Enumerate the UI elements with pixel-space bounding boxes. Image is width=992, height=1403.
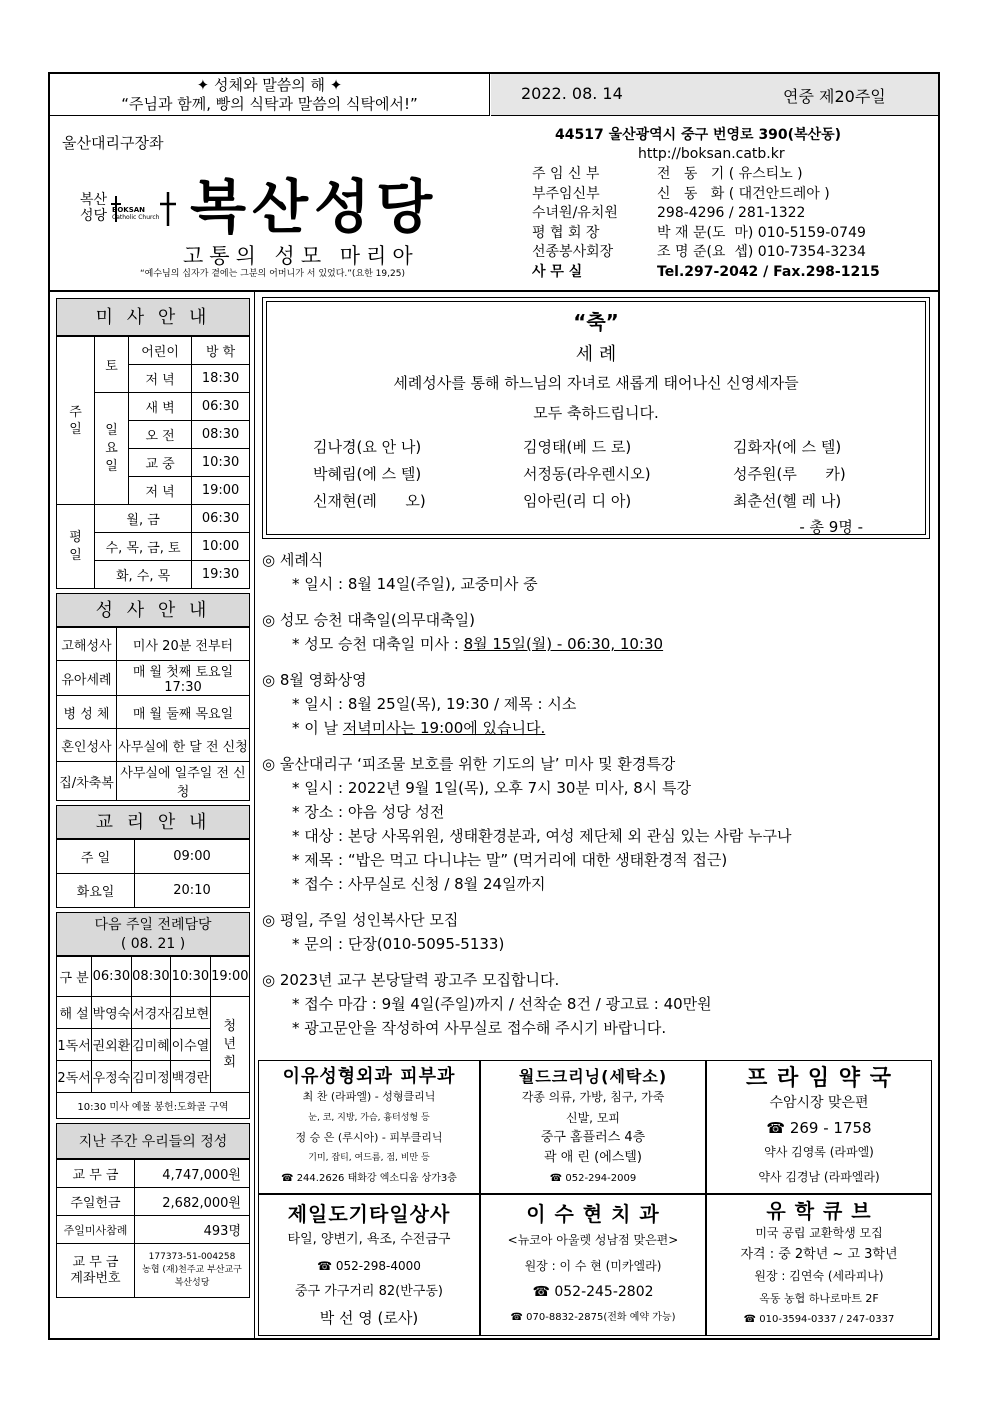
mass-cell: 18:30 (192, 365, 250, 393)
ad-title: 제일도기타일상사 (287, 1202, 451, 1226)
offering-cell: 493명 (135, 1216, 250, 1244)
baptism-name: 신재현(레 오) (313, 492, 426, 510)
logo-en-2: Catholic Church (112, 214, 160, 221)
liturgy-cell: 우정숙 (92, 1061, 132, 1093)
liturgy-title (56, 912, 250, 956)
ad-box (706, 1194, 932, 1336)
sacrament-cell: 집/차축복 (57, 762, 117, 801)
catechism-table (56, 839, 250, 908)
mass-cell: 06:30 (192, 505, 250, 533)
liturgy-head: 06:30 (92, 957, 132, 997)
baptism-name: 성주원(루 카) (733, 465, 846, 483)
notice-item (262, 668, 932, 740)
sacrament-cell: 유아세례 (57, 661, 117, 696)
liturgy-note: 10:30 미사 예물 봉헌:도화골 구역 (57, 1093, 250, 1119)
notice-item (262, 908, 932, 956)
liturgy-cell: 김미정 (131, 1061, 171, 1093)
issue-date: 2022. 08. 14 (521, 84, 623, 103)
mass-table (56, 336, 250, 589)
column-divider (254, 292, 255, 1338)
contact-value: 박 재 문(도 마) 010-5159-0749 (657, 224, 866, 241)
ad-line: <뉴코아 아울렛 성남점 맞은편> (507, 1233, 679, 1247)
liturgy-cell: 해 설 (57, 997, 92, 1029)
offering-cell: 주일헌금 (57, 1188, 135, 1216)
contact-value: 전 동 기 ( 유스티노 ) (657, 166, 803, 182)
ad-box (258, 1060, 480, 1194)
ad-line: 눈, 코, 지방, 가슴, 흉터성형 등 (308, 1112, 430, 1123)
parish-logo (80, 192, 180, 232)
ad-line: 타일, 양변기, 욕조, 수전금구 (287, 1232, 451, 1247)
liturgy-cell: 권외환 (92, 1029, 132, 1061)
notice-heading: ◎ 8월 영화상영 (262, 671, 367, 689)
liturgy-cell: 2독서 (57, 1061, 92, 1093)
contact-row (532, 185, 902, 205)
contact-row (532, 165, 902, 185)
offering-cell: 주일미사참례 (57, 1216, 135, 1244)
mass-cell: 새 벽 (129, 393, 192, 421)
sacrament-cell: 매 월 첫째 토요일 17:30 (117, 661, 250, 696)
ad-line: ☎ 269 - 1758 (766, 1118, 872, 1137)
website-link[interactable]: http://boksan.catb.kr (638, 146, 785, 162)
ad-line: ☎ 010-3594-0337 / 247-0337 (743, 1314, 895, 1326)
notice-detail: * 일시 : 8월 14일(주일), 교중미사 중 (292, 575, 538, 593)
ad-line: 최 찬 (라파엘) - 성형클리닉 (302, 1090, 436, 1104)
ad-line: 약사 김경남 (라파엘라) (758, 1169, 880, 1184)
date-header (491, 74, 938, 116)
baptism-line1: 세례성사를 통해 하느님의 자녀로 새롭게 태어나신 신영세자들 (393, 374, 799, 392)
notice-detail: * 광고문안을 작성하여 사무실로 접수해 주시기 바랍니다. (292, 1019, 667, 1037)
ad-line: 미국 공립 교환학생 모집 (755, 1225, 883, 1240)
contact-role: 주 임 신 부 (532, 166, 600, 182)
mass-cell: 교 중 (129, 449, 192, 477)
liturgy-cell: 백경란 (171, 1061, 211, 1093)
contact-role: 수녀원/유치원 (532, 205, 618, 221)
notices (262, 548, 932, 1052)
address: 44517 울산광역시 중구 번영로 390(복산동) (555, 127, 842, 143)
baptism-name: 최춘선(헬 레 나) (733, 492, 842, 510)
baptism-line2: 모두 축하드립니다. (533, 404, 659, 422)
catechism-title: 교 리 안 내 (56, 805, 250, 839)
notice-detail: * 성모 승천 대축일 미사 : 8월 15일(월) - 06:30, 10:30 (292, 635, 664, 653)
notice-detail: * 일시 : 8월 25일(목), 19:30 / 제목 : 시소 (292, 695, 577, 713)
header-divider (50, 290, 938, 292)
ad-box (480, 1194, 706, 1336)
sunday-day-label: 일 요 일 (95, 393, 129, 505)
theme-quote: “주님과 함께, 빵의 식탁과 말씀의 식탁에서!” (121, 95, 418, 113)
sacrament-cell: 병 성 체 (57, 696, 117, 729)
mass-cell: 월, 금 (95, 505, 192, 533)
baptism-title: “축” (573, 310, 619, 334)
saturday-label: 토 (95, 337, 129, 393)
contact-value: 신 동 화 ( 대건안드레아 ) (657, 185, 830, 202)
contact-list (532, 165, 902, 282)
notice-detail: * 제목 : “밥은 먹고 다니냐는 말” (먹거리에 대한 생태환경적 접근) (292, 851, 728, 869)
ad-line: 곽 애 린 (에스텔) (544, 1150, 642, 1166)
offering-cell: 4,747,000원 (135, 1160, 250, 1188)
ad-line: ☎ 052-294-2009 (549, 1172, 637, 1184)
ad-box (480, 1060, 706, 1194)
liturgy-table (56, 956, 250, 1119)
mass-cell: 수, 목, 금, 토 (95, 533, 192, 561)
logo-text-2: 성당 (80, 208, 108, 224)
ad-line: ☎ 052-298-4000 (317, 1259, 421, 1273)
notice-detail: * 문의 : 단장(010-5095-5133) (292, 935, 505, 953)
ad-title: 프 라 임 약 국 (746, 1066, 892, 1091)
contact-row (532, 243, 902, 263)
mass-cell: 어린이 (129, 337, 192, 365)
notice-item (262, 752, 932, 896)
contact-value: 조 명 준(요 셉) 010-7354-3234 (657, 244, 866, 260)
notice-heading: ◎ 평일, 주일 성인복사단 모집 (262, 911, 459, 929)
contact-role: 평 협 회 장 (532, 224, 600, 241)
contact-value: 298-4296 / 281-1322 (657, 205, 806, 221)
ad-line: 각종 의류, 가방, 침구, 가죽 (521, 1090, 665, 1105)
ad-box (258, 1194, 480, 1336)
mass-cell: 06:30 (192, 393, 250, 421)
contact-role: 부주임신부 (532, 185, 600, 202)
notice-detail: * 대상 : 본당 사목위원, 생태환경분과, 여성 제단체 외 관심 있는 사람 누구나 (292, 827, 792, 845)
parish-quote: “예수님의 십자가 곁에는 그분의 어머니가 서 있었다.”(요한 19,25) (140, 269, 405, 279)
catechism-cell: 20:10 (135, 874, 250, 908)
liturgy-cell: 김미혜 (131, 1029, 171, 1061)
ad-line: ☎ 052-245-2802 (532, 1284, 654, 1300)
offering-table (56, 1159, 250, 1298)
mass-cell: 방 학 (192, 337, 250, 365)
sacrament-cell: 혼인성사 (57, 729, 117, 762)
ad-line: 정 승 은 (루시아) - 피부클리닉 (295, 1130, 443, 1144)
catechism-cell: 09:00 (135, 840, 250, 874)
ad-line: 자격 : 중 2학년 ~ 고 3학년 (740, 1247, 898, 1263)
offering-cell: 교 무 금 (57, 1160, 135, 1188)
contact-row (532, 204, 902, 224)
baptism-name: 김나경(요 안 나) (313, 438, 422, 456)
contact-row (532, 263, 902, 283)
ad-title: 월드크리닝(세탁소) (518, 1067, 668, 1086)
parish-name: 복산성당 (190, 173, 439, 241)
liturgy-cell: 1독서 (57, 1029, 92, 1061)
notice-detail: * 접수 : 사무실로 신청 / 8월 24일까지 (292, 875, 546, 893)
baptism-name: 임아린(리 디 아) (523, 492, 632, 510)
notice-item (262, 968, 932, 1040)
youth-group-cell: 청 년 회 (210, 997, 249, 1093)
contact-role: 사 무 실 (532, 263, 583, 280)
liturgy-head: 10:30 (171, 957, 211, 997)
offering-title: 지난 주간 우리들의 정성 (56, 1123, 250, 1159)
diocese-label: 울산대리구장좌 (62, 134, 164, 152)
notice-heading: ◎ 2023년 교구 본당달력 광고주 모집합니다. (262, 971, 560, 989)
liturgical-week: 연중 제20주일 (783, 87, 886, 106)
theme-header (50, 74, 490, 116)
left-column (56, 298, 250, 1298)
notice-heading: ◎ 세례식 (262, 551, 324, 569)
mass-cell: 10:00 (192, 533, 250, 561)
sacrament-cell: 고해성사 (57, 628, 117, 661)
mass-cell: 08:30 (192, 421, 250, 449)
ad-line: 약사 김영록 (라파엘) (764, 1145, 874, 1160)
baptism-name: 서정동(라우렌시오) (523, 465, 651, 483)
sacrament-title: 성 사 안 내 (56, 593, 250, 627)
liturgy-head: 구 분 (57, 957, 92, 997)
ad-line: 원장 : 김연숙 (세라피나) (754, 1269, 884, 1284)
ad-line: 기미, 잡티, 여드름, 점, 비만 등 (308, 1153, 430, 1164)
sacrament-cell: 사무실에 한 달 전 신청 (117, 729, 250, 762)
notice-detail: * 장소 : 야음 성당 성전 (292, 803, 445, 821)
liturgy-cell: 김보현 (171, 997, 211, 1029)
notice-item (262, 608, 932, 656)
notice-heading: ◎ 울산대리구 ‘피조물 보호를 위한 기도의 날’ 미사 및 환경특강 (262, 755, 676, 773)
liturgy-head: 19:00 (210, 957, 249, 997)
mass-cell: 19:00 (192, 477, 250, 505)
account-number: 177373-51-004258 농협 (재)천주교 부산교구 복산성당 (135, 1244, 250, 1298)
liturgy-date: ( 08. 21 ) (120, 936, 186, 952)
mass-cell: 19:30 (192, 561, 250, 589)
account-label: 교 무 금 계좌번호 (57, 1244, 135, 1298)
notice-detail: * 일시 : 2022년 9월 1일(목), 오후 7시 30분 미사, 8시 특강 (292, 779, 692, 797)
mass-cell: 저 녁 (129, 477, 192, 505)
contact-role: 선종봉사회장 (532, 244, 614, 260)
mass-title: 미 사 안 내 (56, 298, 250, 336)
underlined-text: 8월 15일(월) - 06:30, 10:30 (463, 635, 664, 653)
notice-detail: * 접수 마감 : 9월 4일(주일)까지 / 선착순 8건 / 광고료 : 40만원 (292, 995, 712, 1013)
sacrament-cell: 매 월 둘째 목요일 (117, 696, 250, 729)
ad-line: 박 선 영 (로사) (319, 1309, 419, 1327)
liturgy-cell: 박영숙 (92, 997, 132, 1029)
notice-detail: * 이 날 저녁미사는 19:00에 있습니다. (292, 719, 546, 737)
baptism-subtitle: 세 례 (575, 344, 617, 365)
offering-cell: 2,682,000원 (135, 1188, 250, 1216)
ad-line: 중구 가구거리 82(반구동) (295, 1284, 443, 1299)
ad-title: 유 학 큐 브 (766, 1199, 872, 1223)
baptism-name: 박혜림(에 스 텔) (313, 465, 422, 483)
parish-patron: 고통의 성모 마리아 (183, 244, 419, 268)
sacrament-table (56, 627, 250, 801)
ad-line: 신발, 모피 (566, 1110, 620, 1125)
baptism-total: - 총 9명 - (799, 518, 863, 536)
ad-line: 옥동 농협 하나로마트 2F (759, 1291, 879, 1305)
notice-item (262, 548, 932, 596)
baptism-box (262, 297, 930, 539)
baptism-name: 김영태(베 드 로) (523, 438, 632, 456)
ad-line: 원장 : 이 수 현 (미카엘라) (524, 1259, 662, 1273)
baptism-name: 김화자(에 스 텔) (733, 438, 842, 456)
liturgy-title-text: 다음 주일 전례담당 (94, 917, 212, 933)
notice-heading: ◎ 성모 승천 대축일(의무대축일) (262, 611, 475, 629)
ad-title: 이유성형외과 피부과 (282, 1066, 456, 1087)
liturgy-cell: 서경자 (131, 997, 171, 1029)
logo-en-1: BOKSAN (112, 206, 146, 214)
logo-cross-icon (156, 192, 180, 226)
mass-cell: 오 전 (129, 421, 192, 449)
underlined-text: 저녁미사는 19:00에 있습니다. (342, 719, 546, 737)
weekday-label: 평 일 (57, 505, 95, 589)
liturgy-head: 08:30 (131, 957, 171, 997)
ad-line: ☎ 070-8832-2875(전화 예약 가능) (510, 1312, 676, 1323)
mass-cell: 화, 수, 목 (95, 561, 192, 589)
catechism-cell: 화요일 (57, 874, 135, 908)
ad-title: 이 수 현 치 과 (526, 1202, 660, 1226)
contact-row (532, 224, 902, 244)
contact-value: Tel.297-2042 / Fax.298-1215 (657, 263, 880, 280)
ad-line: 중구 홈플러스 4층 (540, 1129, 646, 1145)
liturgy-cell: 이수열 (171, 1029, 211, 1061)
ad-line: 수암시장 맞은편 (769, 1095, 869, 1112)
ad-box (706, 1060, 932, 1194)
logo-text-1: 복산 (80, 192, 108, 208)
theme-title: ✦ 성체와 말씀의 해 ✦ (196, 76, 343, 94)
sacrament-cell: 사무실에 일주일 전 신청 (117, 762, 250, 801)
ad-line: ☎ 244.2626 태화강 엑소디움 상가3층 (281, 1172, 457, 1184)
mass-cell: 저 녁 (129, 365, 192, 393)
catechism-cell: 주 일 (57, 840, 135, 874)
sacrament-cell: 미사 20분 전부터 (117, 628, 250, 661)
sunday-label: 주 일 (57, 337, 95, 505)
mass-cell: 10:30 (192, 449, 250, 477)
